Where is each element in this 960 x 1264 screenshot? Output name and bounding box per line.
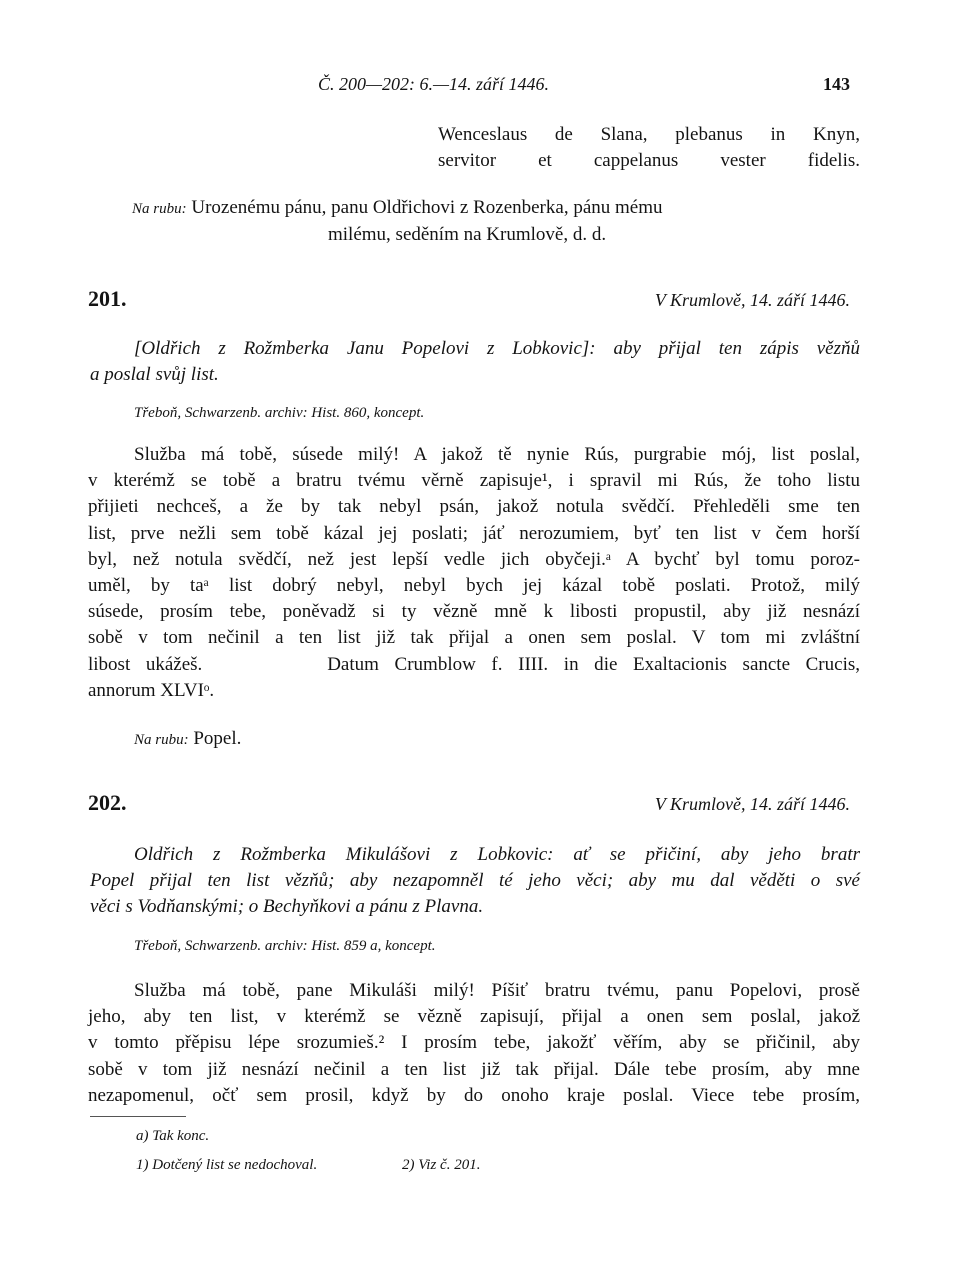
place-date: V Krumlově, 14. září 1446. (654, 794, 850, 814)
footnote-1: 1) Dotčený list se nedochoval. (136, 1157, 318, 1173)
document-text (88, 442, 860, 704)
text-line: list, prve nežli sem tobě kázal jej poslati; jáť nerozumiem, byť ten list v čem horší (88, 522, 860, 544)
regest-line: a poslal svůj list. (90, 364, 219, 385)
text-line: annorum XLVIᵒ. (88, 679, 215, 701)
footnote-rule (90, 1116, 186, 1117)
text-line: jeho, aby ten list, v kterémž se vězně zapisují, přijal a onen sem poslal, jakož (88, 1006, 860, 1028)
verso-label: Na rubu: (132, 201, 187, 217)
regest-line: Oldřich z Rožmberka Mikulášovi z Lobkovic: ať se přičiní, aby jeho bratr (134, 844, 860, 865)
footnote-2: 2) Viz č. 201. (402, 1157, 481, 1173)
archive-source: Třeboň, Schwarzenb. archiv: Hist. 859 a, koncept. (134, 938, 436, 954)
archive-source: Třeboň, Schwarzenb. archiv: Hist. 860, koncept. (134, 405, 425, 421)
text-line: byl, než notula svědčí, než jest lepší vedle jich obyčeji.ᵃ A bychť byl tomu poroz- (88, 548, 860, 570)
text-line: súsede, prosím tebe, poněvadž si ty vězně mně k libosti propustil, aby již nesnází (88, 601, 860, 623)
place-date: V Krumlově, 14. září 1446. (654, 290, 850, 310)
verso-address (132, 195, 782, 248)
document-number: 201. (88, 286, 127, 311)
text-line: Služba má tobě, súsede milý! A jakož tě nynie Rús, purgrabie mój, list poslal, (134, 444, 860, 465)
text-line: nezapomenul, očť sem prosil, když by do onoho kraje poslal. Viece tebe prosím, (88, 1084, 860, 1106)
verso-line: Urozenému pánu, panu Oldřichovi z Rozenberka, pánu mému (191, 197, 663, 218)
text-line: v tomto přěpisu lépe srozumieš.² I prosím tebe, jakožť věřím, aby se přičinil, aby (88, 1032, 860, 1054)
text-line: Služba má tobě, pane Mikuláši milý! Píšiť bratru tvému, panu Popelovi, prosě (134, 980, 860, 1001)
signature-line: servitor et cappelanus vester fidelis. (438, 150, 860, 171)
verso-text: Popel. (193, 728, 242, 749)
signature-block (438, 122, 860, 174)
text-line: libost ukážeš. Datum Crumblow f. IIII. in die Exaltacionis sancte Crucis, (88, 653, 860, 675)
verso-line: milému, seděním na Krumlově, d. d. (328, 224, 607, 245)
regest-line: Popel přijal ten list vězňů; aby nezapomněl té jeho věci; aby mu dal věděti o své (90, 870, 860, 891)
document-number: 202. (88, 790, 127, 815)
text-line: uměl, by taᵃ list dobrý nebyl, nebyl bych jej kázal tobě poslati. Protož, milý (88, 575, 860, 597)
running-title: Č. 200—202: 6.—14. září 1446. (318, 74, 550, 94)
text-line: sobě v tom již nesnází nečinil a ten list již tak přijal. Dále tebe prosím, aby mne (88, 1058, 860, 1080)
regest (90, 336, 860, 388)
running-header (0, 74, 960, 100)
page-number: 143 (823, 74, 850, 94)
document-text (88, 978, 860, 1109)
text-line: přijieti nechceš, a že by tak nebyl psán, jakož notula svědčí. Přehleděli sme ten (88, 496, 860, 518)
text-line: sobě v tom nečinil a ten list již tak přijal a onen sem poslal. V tom mi zvláštní (88, 627, 860, 649)
verso-label: Na rubu: (134, 732, 189, 748)
footnote-a: a) Tak konc. (136, 1128, 210, 1144)
signature-line: Wenceslaus de Slana, plebanus in Knyn, (438, 124, 860, 145)
regest (90, 842, 860, 920)
text-line: v kterémž se tobě a bratru tvému věrně zapisuje¹, i spravil mi Rús, že toho listu (88, 470, 860, 492)
regest-line: věci s Vodňanskými; o Bechyňkovi a pánu z Plavna. (90, 896, 484, 917)
regest-line: [Oldřich z Rožmberka Janu Popelovi z Lobkovic]: aby přijal ten zápis vězňů (134, 338, 860, 359)
verso-note (134, 726, 241, 753)
